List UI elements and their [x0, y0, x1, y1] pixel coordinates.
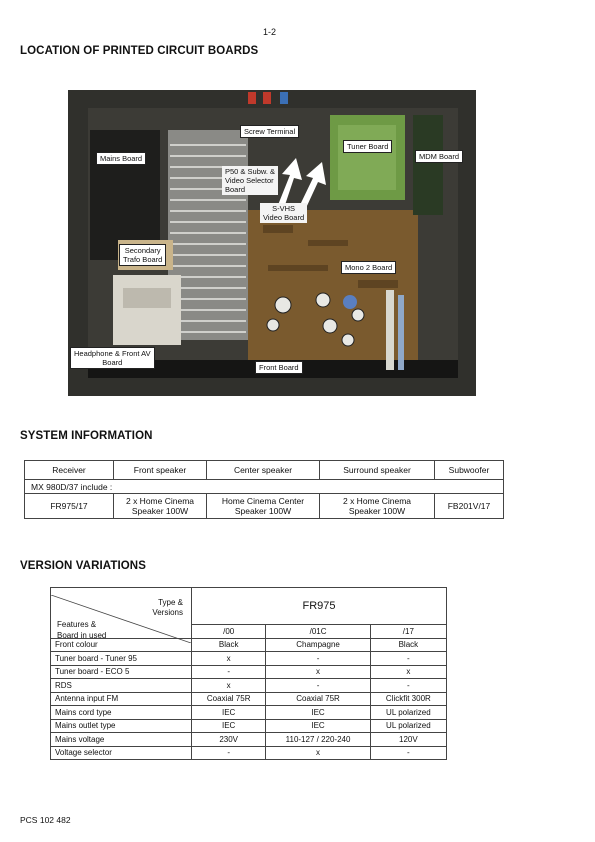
value-cell: IEC [266, 706, 370, 720]
table-row [51, 652, 447, 666]
table-row [51, 692, 447, 706]
value-cell: - [266, 679, 370, 693]
feature-cell: RDS [51, 679, 192, 693]
cell-receiver: FR975/17 [25, 494, 114, 519]
value-cell: - [266, 652, 370, 666]
value-cell: IEC [192, 706, 266, 720]
value-cell: IEC [192, 719, 266, 733]
model-line: MX 980D/37 include : [25, 480, 504, 494]
label-mdm-board: MDM Board [415, 150, 463, 163]
value-cell: 110-127 / 220-240 [266, 733, 370, 747]
value-cell: - [192, 746, 266, 760]
corner-bottom-line2: Board in used [57, 630, 107, 640]
version-00: /00 [192, 625, 266, 639]
value-cell: x [192, 679, 266, 693]
value-cell: x [266, 746, 370, 760]
label-mains-board: Mains Board [96, 152, 146, 165]
header-center-speaker: Center speaker [207, 461, 320, 480]
cell-line: 2 x Home Cinema [342, 496, 412, 506]
value-cell: - [370, 652, 446, 666]
label-front-board: Front Board [255, 361, 303, 374]
value-cell: IEC [266, 719, 370, 733]
label-p50-line3: Board [225, 185, 246, 194]
label-headphone-board [70, 347, 155, 369]
corner-cell [51, 588, 192, 639]
corner-bottom-line1: Features & [57, 619, 97, 629]
corner-features [57, 619, 106, 641]
value-cell: - [192, 665, 266, 679]
label-p50-line1: P50 & Subw. & [225, 167, 276, 176]
label-svhs-board [260, 203, 307, 223]
section-title-versions: VERSION VARIATIONS [20, 560, 146, 572]
label-mono2-board: Mono 2 Board [341, 261, 396, 274]
value-cell: Coaxial 75R [266, 692, 370, 706]
corner-top-line1: Type & [158, 597, 183, 607]
value-cell: Champagne [266, 638, 370, 652]
value-cell: Coaxial 75R [192, 692, 266, 706]
table-row [51, 746, 447, 760]
cell-line: Home Cinema Center [221, 496, 305, 506]
cell-surround-speaker [320, 494, 435, 519]
model-header: FR975 [192, 588, 447, 625]
table-row [25, 480, 504, 494]
corner-type-versions [152, 598, 183, 618]
feature-cell: Antenna input FM [51, 692, 192, 706]
value-cell: Black [192, 638, 266, 652]
table-row [51, 665, 447, 679]
label-svhs-line1: S-VHS [272, 204, 296, 213]
feature-cell: Tuner board - ECO 5 [51, 665, 192, 679]
system-information-table [24, 460, 504, 519]
header-front-speaker: Front speaker [114, 461, 207, 480]
cell-line: Speaker 100W [348, 506, 406, 516]
version-variations-table [50, 587, 447, 760]
header-subwoofer: Subwoofer [435, 461, 504, 480]
label-headphone-line1: Headphone & Front AV [74, 349, 151, 358]
value-cell: x [266, 665, 370, 679]
feature-cell: Front colour [51, 638, 192, 652]
feature-cell: Mains voltage [51, 733, 192, 747]
table-header-row [25, 461, 504, 480]
table-row [25, 494, 504, 519]
feature-cell: Voltage selector [51, 746, 192, 760]
header-receiver: Receiver [25, 461, 114, 480]
label-screw-terminal: Screw Terminal [240, 125, 299, 138]
value-cell: x [192, 652, 266, 666]
value-cell: UL polarized [370, 719, 446, 733]
feature-cell: Tuner board - Tuner 95 [51, 652, 192, 666]
header-surround-speaker: Surround speaker [320, 461, 435, 480]
label-secondary-line2: Trafo Board [123, 255, 163, 264]
value-cell: 230V [192, 733, 266, 747]
label-tuner-board: Tuner Board [343, 140, 392, 153]
label-headphone-line2: Board [102, 358, 123, 367]
cell-line: Speaker 100W [131, 506, 189, 516]
cell-front-speaker [114, 494, 207, 519]
table-row [51, 733, 447, 747]
table-row [51, 706, 447, 720]
cell-line: 2 x Home Cinema [125, 496, 195, 506]
table-row [51, 719, 447, 733]
corner-top-line2: Versions [152, 607, 183, 617]
value-cell: Black [370, 638, 446, 652]
value-cell: UL polarized [370, 706, 446, 720]
label-svhs-line2: Video Board [263, 213, 305, 222]
page-number: 1-2 [263, 27, 277, 37]
value-cell: Clickfit 300R [370, 692, 446, 706]
value-cell: x [370, 665, 446, 679]
version-01c: /01C [266, 625, 370, 639]
cell-center-speaker [207, 494, 320, 519]
section-title-system: SYSTEM INFORMATION [20, 430, 153, 442]
pcb-location-photo [68, 90, 476, 396]
label-secondary-line1: Secondary [124, 246, 161, 255]
version-17: /17 [370, 625, 446, 639]
table-row [51, 679, 447, 693]
value-cell: - [370, 746, 446, 760]
feature-cell: Mains cord type [51, 706, 192, 720]
label-secondary-trafo-board [119, 244, 166, 266]
section-title-location: LOCATION OF PRINTED CIRCUIT BOARDS [20, 45, 259, 57]
feature-cell: Mains outlet type [51, 719, 192, 733]
value-cell: 120V [370, 733, 446, 747]
footer-doc-number: PCS 102 482 [20, 815, 71, 825]
label-p50-line2: Video Selector [225, 176, 274, 185]
table-header-row [51, 588, 447, 625]
value-cell: - [370, 679, 446, 693]
label-p50-board [222, 166, 278, 195]
cell-line: Speaker 100W [234, 506, 292, 516]
cell-subwoofer: FB201V/17 [435, 494, 504, 519]
